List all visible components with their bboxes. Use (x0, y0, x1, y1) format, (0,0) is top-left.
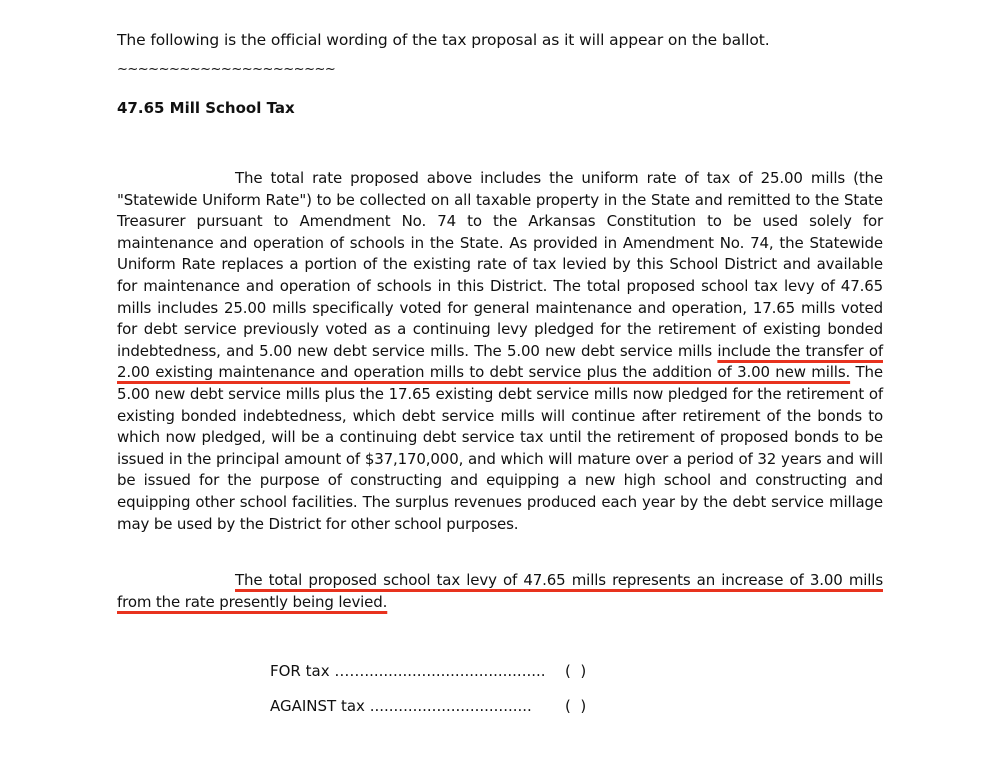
intro-text: The following is the official wording of the tax proposal as it will appear on the ballot. (117, 31, 770, 49)
for-tax-label: FOR tax ……...................................... (270, 662, 546, 680)
underlined-increase-statement: The total proposed school tax levy of 47.65 mills represents an increase of 3.00 mills from the rate presently being levied. (117, 571, 883, 611)
against-tax-checkbox: ( ) (565, 697, 587, 715)
paragraph-increase-summary (117, 570, 883, 613)
against-tax-label: AGAINST tax .................................. (270, 697, 532, 715)
tax-heading: 47.65 Mill School Tax (117, 99, 295, 117)
underlined-mill-transfer: include the transfer of 2.00 existing maintenance and operation mills to debt service plus the addition of 3.00 new mills. (117, 341, 883, 382)
for-tax-checkbox: ( ) (565, 662, 587, 680)
paragraph1-text-start: The total rate proposed above includes the uniform rate of tax of 25.00 mills (the "Statewide Uniform Rate") to be collected on all taxable property in the State and remitted to the State Treasurer pursuant to Amendment No. 74 to the Arkansas Constitution to be used solely for maintenance and operation of schools in the State. As provided in Amendment No. 74, the Statewide Uniform Rate replaces a portion of the existing rate of tax levied by this School District and available for maintenance and operation of schools in this District. The total proposed school tax levy of 47.65 mills includes 25.00 mills specifically voted for general maintenance and operation, 17.65 mills voted for debt service previously voted as a continuing levy pledged for the retirement of existing bonded indebtedness, and 5.00 new debt service mills. The 5.00 new debt service mills (117, 169, 883, 360)
separator-line: ~~~~~~~~~~~~~~~~~~~~~ (117, 62, 336, 77)
ballot-option-for (270, 662, 587, 680)
paragraph1-text-end: The 5.00 new debt service mills plus the 17.65 existing debt service mills now pledged for the retirement of existing bonded indebtedness, which debt service mills will continue after retirement of the bonds to which now pledged, will be a continuing debt service tax until the retirement of proposed bonds to be issued in the principal amount of $37,170,000, and which will mature over a period of 32 years and will be issued for the purpose of constructing and equipping a new high school and constructing and equipping other school facilities. The surplus revenues produced each year by the debt service millage may be used by the District for other school purposes. (117, 363, 883, 533)
ballot-option-against (270, 697, 587, 715)
paragraph-rate-explanation (117, 168, 883, 535)
